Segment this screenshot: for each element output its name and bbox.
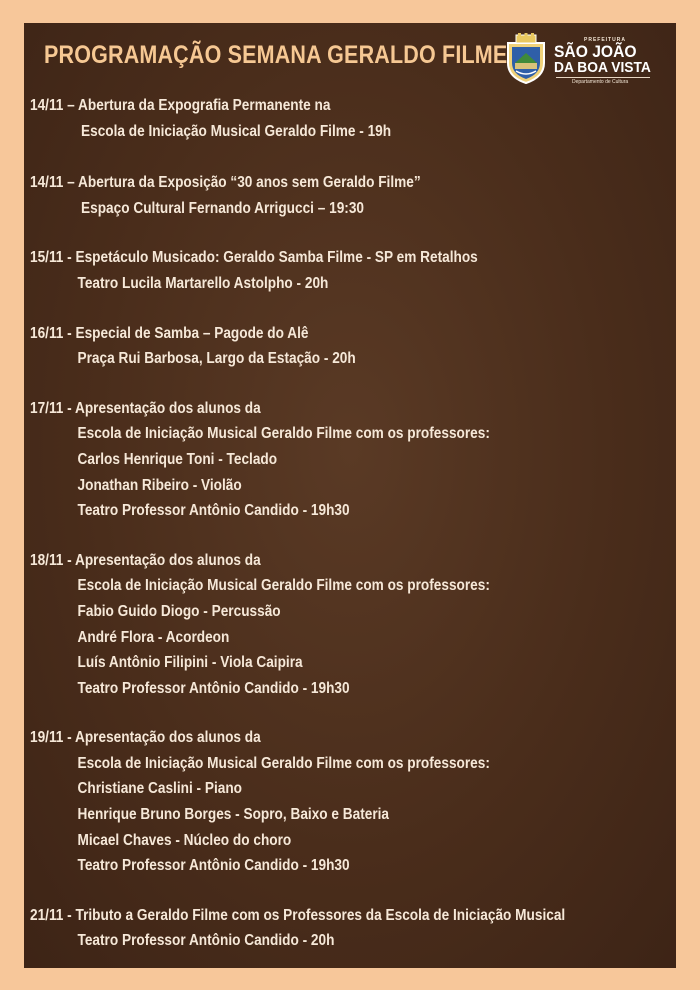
- poster-title: PROGRAMAÇÃO SEMANA GERALDO FILME: [44, 41, 508, 69]
- event-school-line: Escola de Iniciação Musical Geraldo Filme com os professores:: [77, 425, 490, 443]
- event-17-11: [30, 396, 670, 524]
- event-headline: 16/11 - Especial de Samba – Pagode do Alê: [30, 324, 309, 342]
- event-18-11: [30, 548, 670, 702]
- event-venue: Praça Rui Barbosa, Largo da Estação - 20h: [77, 350, 356, 368]
- event-14-11-exposicao: [30, 170, 670, 221]
- logo-divider: [556, 77, 650, 78]
- event-headline: 18/11 - Apresentação dos alunos da: [30, 551, 261, 569]
- event-venue: Escola de Iniciação Musical Geraldo Filme - 19h: [81, 122, 392, 140]
- event-15-11: [30, 245, 670, 296]
- event-19-11: [30, 725, 670, 879]
- logo-city-name-line1: SÃO JOÃO: [554, 42, 637, 61]
- program-list: [30, 93, 670, 954]
- event-headline: 15/11 - Espetáculo Musicado: Geraldo Samba Filme - SP em Retalhos: [30, 249, 478, 267]
- event-school-line: Escola de Iniciação Musical Geraldo Filme com os professores:: [77, 577, 490, 595]
- event-teacher: Christiane Caslini - Piano: [77, 780, 242, 798]
- event-headline: 21/11 - Tributo a Geraldo Filme com os Professores da Escola de Iniciação Musical: [30, 906, 566, 924]
- logo-city-name-line2: DA BOA VISTA: [554, 59, 651, 76]
- event-headline: 17/11 - Apresentação dos alunos da: [30, 399, 261, 417]
- event-venue: Teatro Professor Antônio Candido - 20h: [77, 932, 335, 950]
- event-teacher: Luís Antônio Filipini - Viola Caipira: [77, 654, 303, 672]
- event-venue: Teatro Professor Antônio Candido - 19h30: [77, 857, 350, 875]
- event-venue: Teatro Lucila Martarello Astolpho - 20h: [77, 274, 329, 292]
- event-teacher: André Flora - Acordeon: [77, 628, 230, 646]
- crest-icon: [502, 33, 550, 85]
- event-teacher: Micael Chaves - Núcleo do choro: [77, 831, 292, 849]
- city-logo: [502, 33, 662, 89]
- logo-department: Departamento de Cultura: [572, 79, 629, 85]
- event-headline: 14/11 – Abertura da Expografia Permanente na: [30, 97, 331, 114]
- event-venue: Espaço Cultural Fernando Arrigucci – 19:30: [81, 199, 365, 217]
- event-21-11: [30, 903, 670, 954]
- logo-prefeitura-label: PREFEITURA: [584, 37, 626, 43]
- event-teacher: Jonathan Ribeiro - Violão: [77, 476, 242, 494]
- poster: [24, 23, 676, 968]
- event-headline: 19/11 - Apresentação dos alunos da: [30, 729, 261, 747]
- event-16-11: [30, 321, 670, 372]
- event-school-line: Escola de Iniciação Musical Geraldo Filme com os professores:: [77, 754, 490, 772]
- event-teacher: Fabio Guido Diogo - Percussão: [77, 602, 281, 620]
- event-teacher: Henrique Bruno Borges - Sopro, Baixo e Bateria: [77, 806, 390, 824]
- event-14-11-expografia: [30, 93, 670, 144]
- event-venue: Teatro Professor Antônio Candido - 19h30: [77, 502, 350, 520]
- event-teacher: Carlos Henrique Toni - Teclado: [77, 450, 278, 468]
- event-venue: Teatro Professor Antônio Candido - 19h30: [77, 679, 350, 697]
- event-headline: 14/11 – Abertura da Exposição “30 anos sem Geraldo Filme”: [30, 174, 421, 192]
